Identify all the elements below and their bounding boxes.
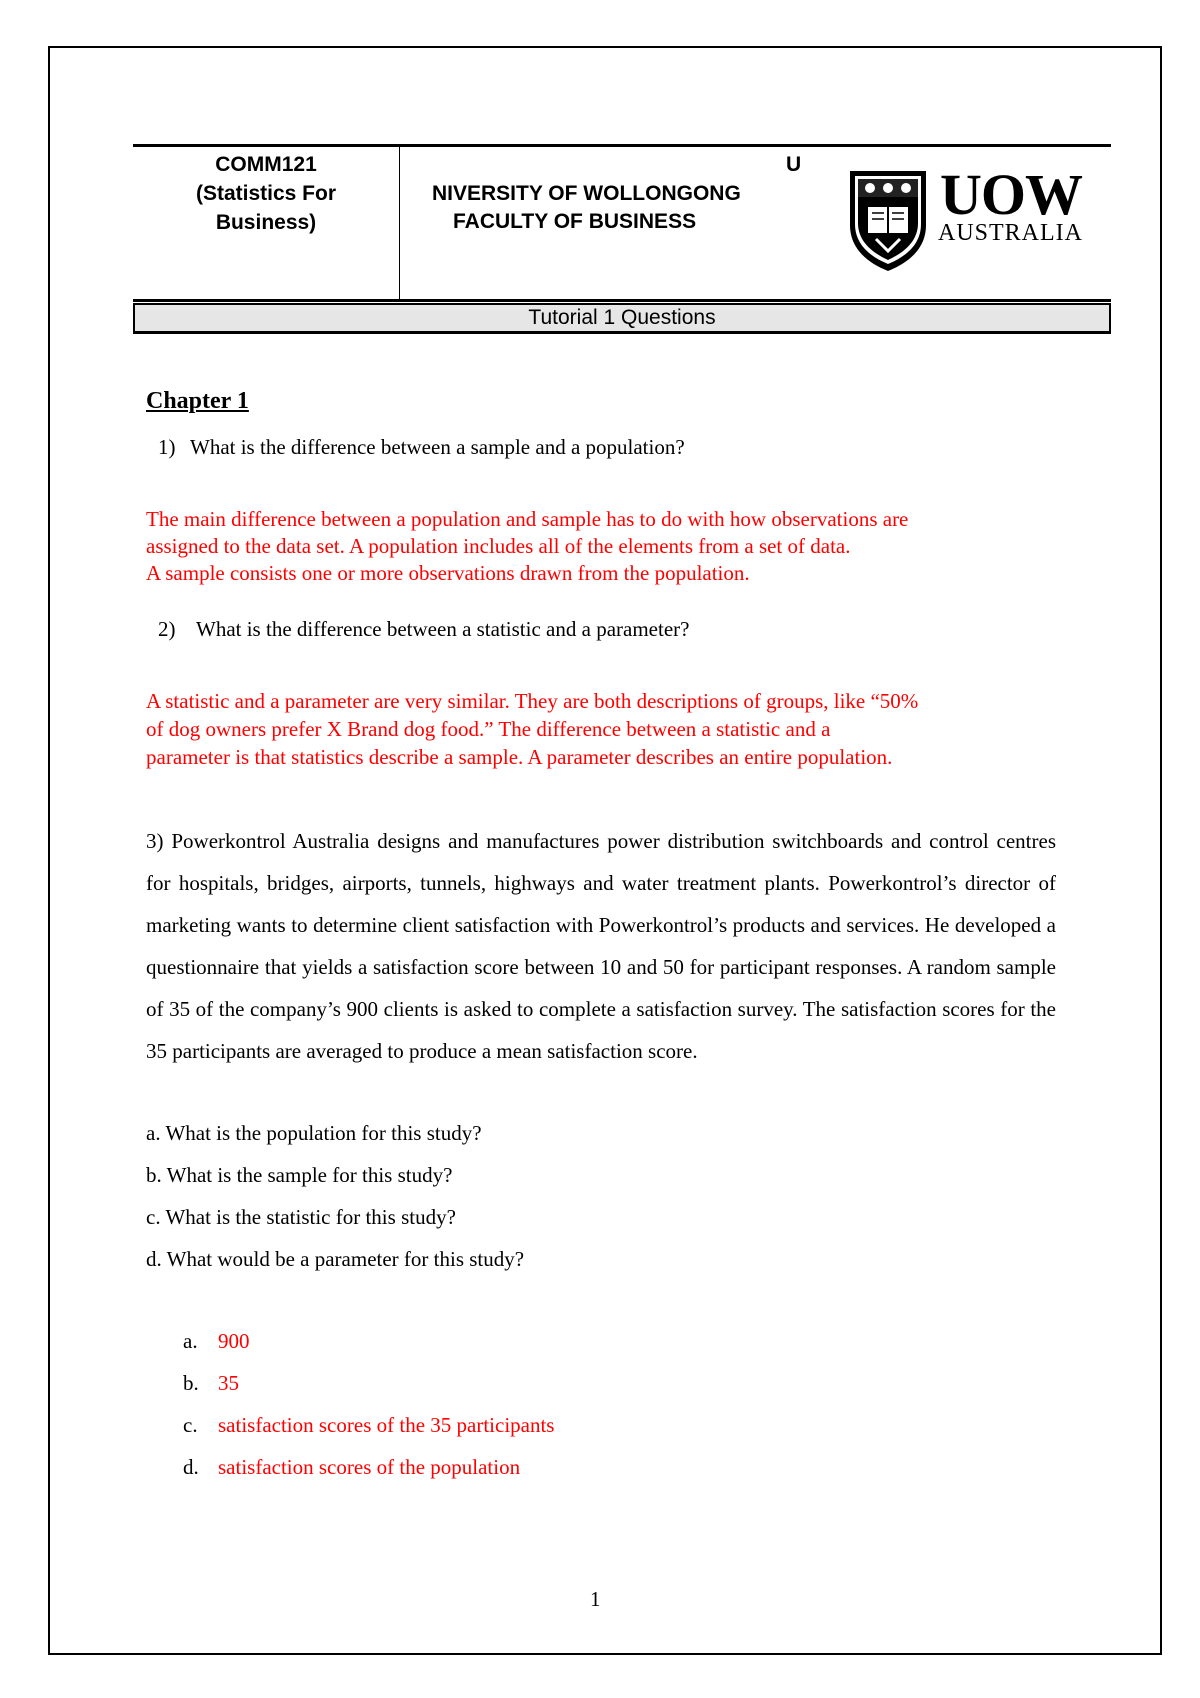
q2-answer-line3: parameter is that statistics describe a sample. A parameter describes an entire population. [146,745,893,769]
q2-number: 2) [158,617,176,641]
page-number: 1 [590,1587,601,1611]
answer-letter: d. [183,1455,199,1479]
q1-answer-line2: assigned to the data set. A population includes all of the elements from a set of data. [146,534,851,558]
faculty-name: FACULTY OF BUSINESS [453,210,697,233]
answer-letter: b. [183,1371,199,1395]
university-initial: U [786,153,802,176]
logo-wordmark: UOW [940,162,1082,227]
logo-subtitle: AUSTRALIA [938,220,1083,246]
answer-text: satisfaction scores of the population [218,1455,521,1479]
answer-letter: c. [183,1413,198,1437]
header-top-rule [133,144,1111,147]
q2-text: What is the difference between a statistic and a parameter? [196,617,690,641]
q1-number: 1) [158,435,176,459]
q3-subquestion-c: c. What is the statistic for this study? [146,1205,456,1229]
q3-paragraph: 3) Powerkontrol Australia designs and manufactures power distribution switchboards and control centres for hospitals, bridges, airports, tunnels, highways and water treatment plants. Powerkontrol’s director of marketing wants to determine client satisfaction with Powerkontrol’s products and services. He developed a questionnaire that yields a satisfaction score between 10 and 50 for participant responses. A random sample of 35 of the company’s 900 clients is asked to complete a satisfaction survey. The satisfaction scores for the 35 participants are averaged to produce a mean satisfaction score. [146,829,1056,1063]
course-title [150,150,382,237]
header-divider [399,146,400,301]
q2-answer-line1: A statistic and a parameter are very similar. They are both descriptions of groups, like “50% [146,689,919,713]
q2-answer-line2: of dog owners prefer X Brand dog food.” The difference between a statistic and a [146,717,831,741]
answer-text: satisfaction scores of the 35 participants [218,1413,555,1437]
course-code: COMM121 [215,153,317,176]
answer-text: 900 [218,1329,250,1353]
header-bottom-rule [133,299,1111,302]
q1-text: What is the difference between a sample and a population? [190,435,685,459]
chapter-heading: Chapter 1 [146,388,249,414]
course-name-line1: (Statistics For [195,182,337,205]
tutorial-title-bar: Tutorial 1 Questions [133,303,1111,334]
q1-answer-line1: The main difference between a population and sample has to do with how observations are [146,507,909,531]
crest-icon [846,167,930,273]
q3-subquestion-d: d. What would be a parameter for this study? [146,1247,525,1271]
answer-text: 35 [218,1371,239,1395]
answer-letter: a. [183,1329,198,1353]
course-name-line2: Business) [215,211,317,234]
university-name: NIVERSITY OF WOLLONGONG [432,182,741,205]
q3-subquestion-a: a. What is the population for this study? [146,1121,482,1145]
q1-answer-line3: A sample consists one or more observations drawn from the population. [146,561,750,585]
q3-subquestion-b: b. What is the sample for this study? [146,1163,453,1187]
